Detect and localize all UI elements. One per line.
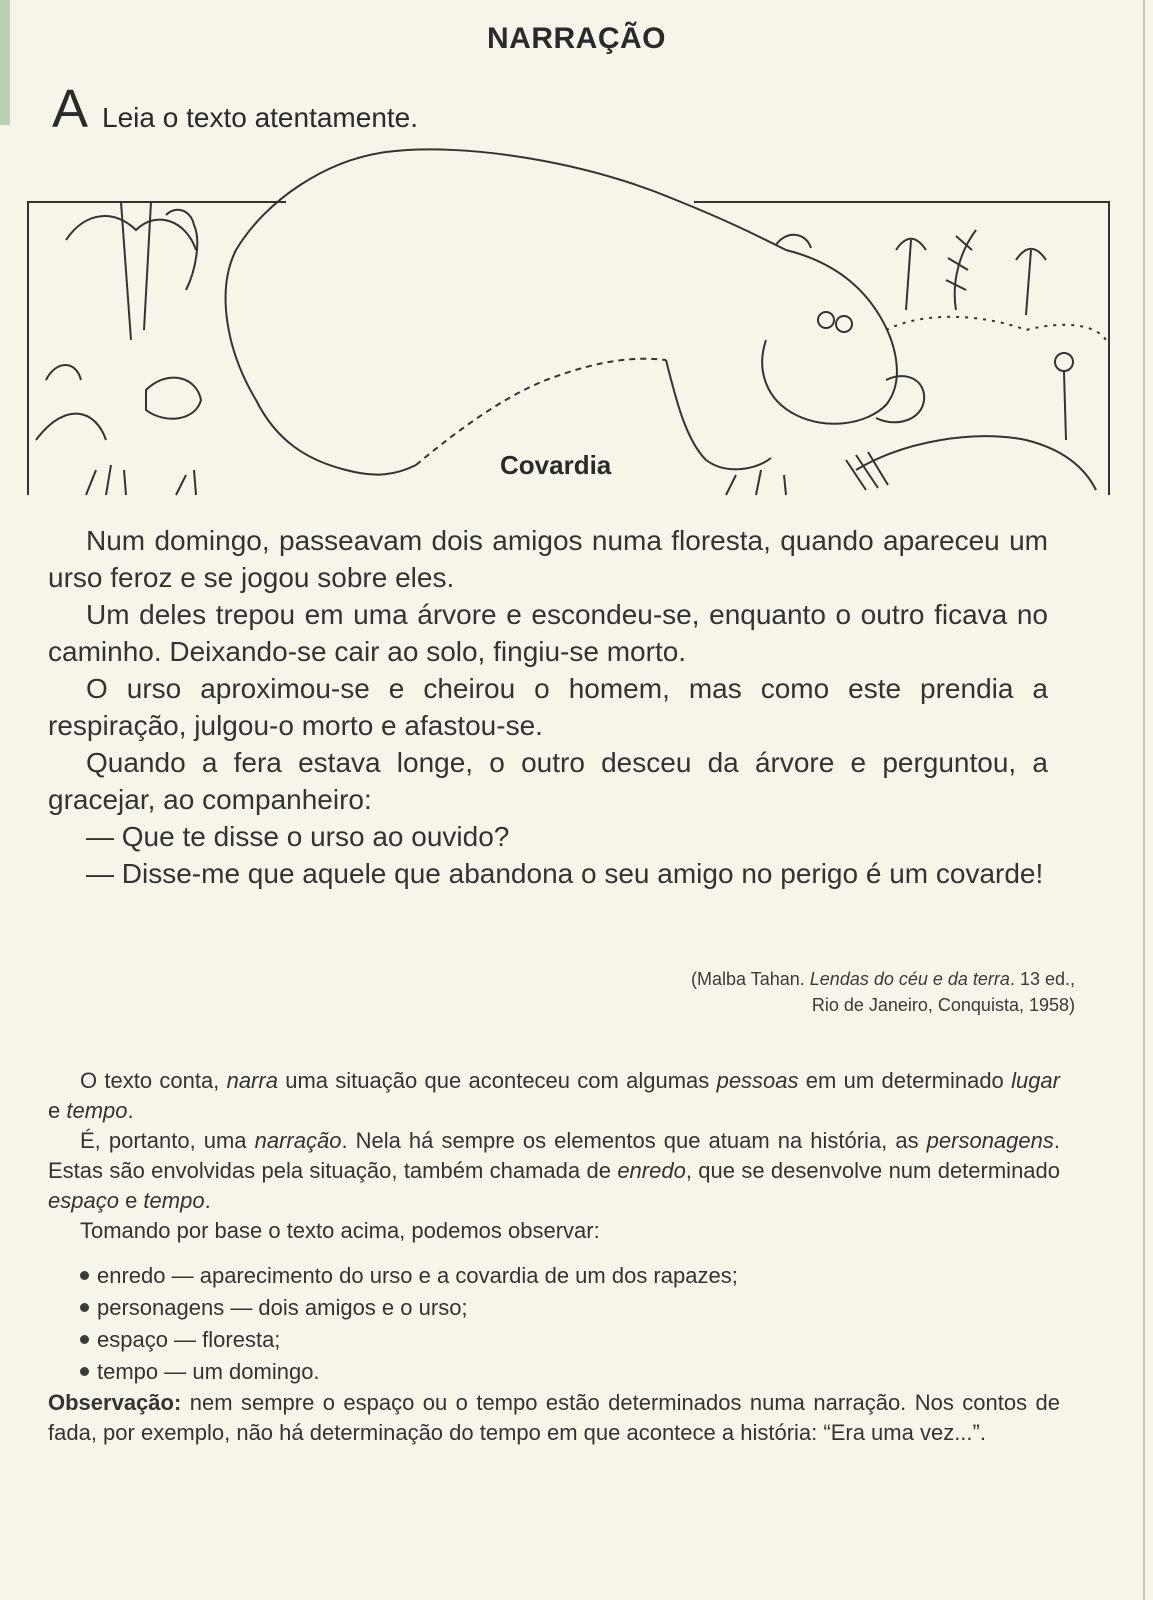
bear-snout	[876, 376, 924, 422]
observation-note: Observação: nem sempre o espaço ou o tempo estão determinados numa narração. Nos contos de fada, por exemplo, não há determinação do tempo em que acontece a história: “Era uma vez...”.	[48, 1390, 1060, 1445]
section-heading	[52, 78, 418, 140]
list-item: tempo — um domingo.	[80, 1356, 1060, 1388]
section-instruction: Leia o texto atentamente.	[102, 102, 419, 133]
list-item: espaço — floresta;	[80, 1324, 1060, 1356]
list-item: enredo — aparecimento do urso e a covardia de um dos rapazes;	[80, 1260, 1060, 1292]
grass-right	[726, 470, 786, 495]
section-letter: A	[52, 79, 89, 139]
explanation-paragraph-3: Tomando por base o texto acima, podemos observar:	[80, 1218, 600, 1243]
flower-stem	[1064, 372, 1066, 440]
bullet-icon	[80, 1367, 89, 1376]
observation-label: Observação:	[48, 1390, 182, 1415]
source-line-1: (Malba Tahan. Lendas do céu e da terra. 13 ed.,	[691, 969, 1075, 989]
story-paragraph: Num domingo, passeavam dois amigos numa floresta, quando apareceu um urso feroz e se jogou sobre eles.	[48, 525, 1048, 593]
page-title: NARRAÇÃO	[487, 22, 666, 55]
bear-ear	[776, 235, 811, 248]
bush-left	[36, 365, 106, 440]
palm-tree	[1016, 249, 1046, 315]
source-line-2: Rio de Janeiro, Conquista, 1958)	[811, 995, 1075, 1015]
story-text	[48, 522, 1048, 892]
explanation-paragraph-2: É, portanto, uma narração. Nela há sempre os elementos que atuam na história, as personagens. Estas são envolvidas pela situação, também chamada de enredo, que se desenvolve num determinado espaço e tempo.	[48, 1128, 1061, 1213]
palm-tree	[896, 239, 926, 310]
flower-icon	[1055, 353, 1073, 371]
bear-front-leg	[666, 360, 771, 469]
fern-right	[946, 230, 976, 310]
bullet-icon	[80, 1271, 89, 1280]
illustration-frame-right	[694, 202, 1109, 495]
bullet-icon	[80, 1303, 89, 1312]
bear-forest-illustration	[26, 140, 1112, 502]
man-lying	[856, 436, 1096, 490]
list-item: personagens — dois amigos e o urso;	[80, 1292, 1060, 1324]
bush-right	[886, 317, 1106, 340]
bear-back	[236, 149, 786, 250]
page-edge-left	[0, 0, 10, 125]
bear-eye	[818, 312, 834, 328]
story-title: Covardia	[500, 450, 612, 480]
story-paragraph: — Que te disse o urso ao ouvido?	[86, 821, 510, 852]
bear-head	[762, 250, 897, 424]
elements-list	[48, 1260, 1060, 1388]
story-paragraph: Quando a fera estava longe, o outro desceu da árvore e perguntou, a gracejar, ao companheiro:	[48, 747, 1048, 815]
story-paragraph: Um deles trepou em uma árvore e escondeu-se, enquanto o outro ficava no caminho. Deixando-se cair ao solo, fingiu-se morto.	[48, 599, 1048, 667]
explanation	[48, 1066, 1060, 1448]
tree-foliage	[66, 216, 196, 250]
source-book-title: Lendas do céu e da terra	[809, 969, 1010, 989]
page-edge-right	[1143, 0, 1145, 1600]
explanation-paragraph-1: O texto conta, narra uma situação que aconteceu com algumas pessoas em um determinado lugar e tempo.	[48, 1068, 1060, 1123]
bear-hind-leg	[226, 250, 416, 475]
source-citation	[691, 966, 1075, 1018]
illustration-frame-left	[28, 202, 286, 495]
bullet-icon	[80, 1335, 89, 1344]
grass-left	[86, 465, 196, 495]
story-paragraph: — Disse-me que aquele que abandona o seu amigo no perigo é um covarde!	[86, 858, 1044, 889]
leaf-left	[146, 378, 201, 419]
bear-eye	[836, 316, 852, 332]
story-paragraph: O urso aproximou-se e cheirou o homem, mas como este prendia a respiração, julgou-o morto e afastou-se.	[48, 673, 1048, 741]
